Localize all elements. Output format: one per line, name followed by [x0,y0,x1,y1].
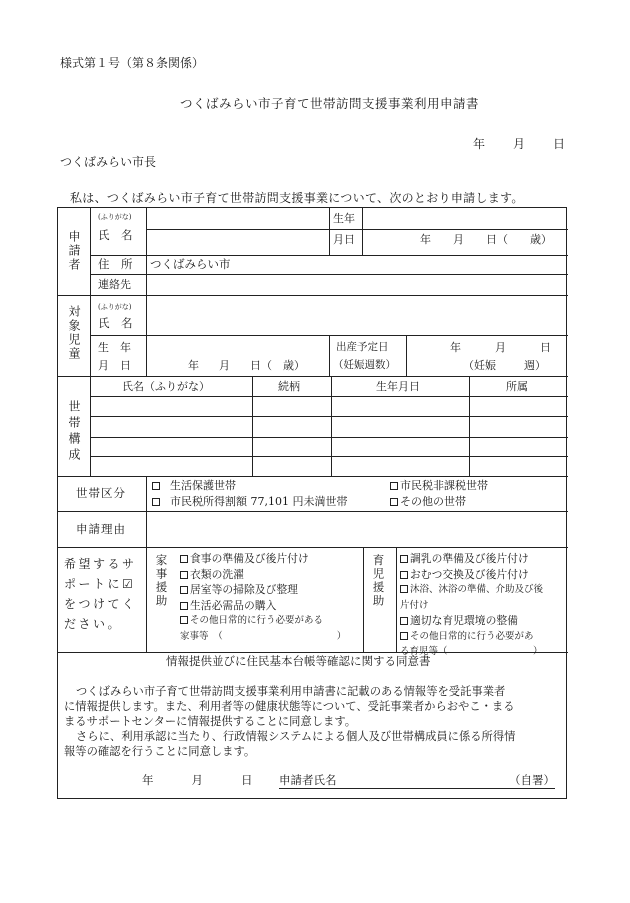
category-option-nontaxable[interactable] [390,480,488,491]
consent-month: 月 [191,773,203,787]
checkbox-icon [400,585,408,593]
housework-item-label: 生活必需品の購入 [190,598,277,612]
checkbox-icon [400,571,408,579]
child-birth-label-2: 月 日 [98,359,131,372]
child-birth-label-1: 生 年 [98,341,131,354]
checkbox-icon [180,571,188,579]
category-option-label: 市民税所得割額 77,101 円未満世帯 [170,495,348,508]
consent-line: 報等の確認を行うことに同意します。 [64,745,256,758]
child-name-field[interactable] [149,298,564,332]
intro-text: 私は、つくばみらい市子育て世帯訪問支援事業について、次のとおり申請します。 [70,191,524,205]
form-title: つくばみらい市子育て世帯訪問支援事業利用申請書 [180,96,480,111]
due-weeks-label: （妊娠週数） [333,359,396,371]
child-birth-date[interactable] [188,360,305,371]
consent-year: 年 [142,773,154,787]
applicant-section-label: 申請者 [67,230,81,272]
category-option-label: その他の世帯 [400,495,466,508]
applicant-birth-label-1: 生年 [333,212,355,225]
applicant-name-label: 氏 名 [98,228,133,242]
consent-title: 情報提供並びに住民基本台帳等確認に関する同意書 [166,654,431,668]
household-row[interactable] [92,458,566,474]
childcare-bath-line-1: 沐浴、沐浴の準備、介助及び後 [410,584,544,595]
household-col-affiliation: 所属 [506,380,528,393]
support-instruction-line: ださい。 [64,617,123,631]
support-instruction [64,554,137,634]
consent-date[interactable] [142,775,253,787]
housework-items [180,551,346,644]
housework-other-line-2: 家事等 （ ） [180,630,347,642]
header-date-year: 年 [473,137,486,151]
childcare-item-diaper[interactable] [400,567,543,583]
category-option-low-income[interactable] [152,496,347,507]
support-instruction-line: をつけてく [64,597,137,611]
child-birth-year: 年 [188,359,199,372]
applicant-address-label: 住 所 [98,257,133,271]
checkbox-icon [400,555,408,563]
reason-label: 申請理由 [76,522,126,536]
household-row[interactable] [92,418,566,435]
childcare-item-label: 適切な育児環境の整備 [410,614,518,627]
housework-item-label: 衣類の洗濯 [190,567,244,581]
category-option-welfare[interactable] [152,480,236,491]
household-col-name: 氏名（ふりがな） [122,380,210,393]
application-form [57,207,567,799]
reason-field[interactable] [149,514,564,544]
category-option-label: 市民税非課税世帯 [400,479,488,492]
childcare-item-formula[interactable] [400,551,543,567]
child-section-label: 対象児童 [67,305,81,361]
applicant-birth-date[interactable] [420,234,552,245]
checkbox-icon [400,632,408,640]
checkbox-icon [180,602,188,610]
childcare-item-environment[interactable] [400,613,543,629]
category-label: 世帯区分 [76,486,126,500]
due-day: 日 [540,341,551,354]
housework-item-other[interactable] [180,613,346,629]
child-name-label: 氏 名 [98,316,133,330]
weeks-label: 週） [524,359,546,372]
housework-item-cleaning[interactable] [180,582,346,598]
consent-line: つくばみらい市子育て世帯訪問支援事業利用申請書に記載のある情報等を受託事業者 [76,685,506,698]
header-date-month: 月 [513,137,526,151]
housework-item-laundry[interactable] [180,567,346,583]
household-row[interactable] [92,439,566,454]
checkbox-icon [180,616,188,624]
consent-day: 日 [241,773,253,787]
childcare-bath-line-2: 片付け [400,599,429,611]
housework-item-label: 食事の準備及び後片付け [190,552,309,565]
due-year: 年 [450,341,461,354]
header-date[interactable] [473,135,565,152]
addressee: つくばみらい市長 [60,155,157,169]
checkbox-icon [152,498,160,506]
pregnancy-label: （妊娠 [463,359,496,372]
form-number: 様式第１号（第８条関係） [60,56,205,70]
checkbox-icon [180,555,188,563]
child-birth-day-age: 日（ 歳） [250,359,305,372]
signature-note: （自署） [509,773,555,787]
household-row[interactable] [92,398,566,414]
applicant-birth-month: 月 [453,233,464,246]
housework-item-shopping[interactable] [180,598,346,614]
checkbox-icon [400,617,408,625]
applicant-contact-label: 連絡先 [98,278,131,291]
support-instruction-line: 希望するサ [64,557,137,571]
childcare-other-line-1: その他日常的に行う必要があ [410,630,534,642]
checkbox-icon [390,498,398,506]
applicant-birth-year: 年 [420,233,431,246]
due-month: 月 [495,341,506,354]
consent-body [64,684,515,759]
childcare-item-label: 調乳の準備及び後片付け [410,552,529,565]
household-col-relation: 続柄 [278,380,300,393]
housework-item-meal[interactable] [180,551,346,567]
applicant-furigana-label: (ふりがな) [98,213,132,221]
checkbox-icon [180,586,188,594]
due-date[interactable] [450,342,551,353]
consent-line: さらに、利用承認に当たり、行政情報システムによる個人及び世帯構成員に係る所得情 [76,730,516,743]
category-option-other[interactable] [390,496,466,507]
applicant-name-field[interactable] [149,212,327,252]
housework-item-label: 居室等の掃除及び整理 [190,583,298,596]
due-date-label: 出産予定日 [336,341,389,353]
housework-label: 家事援助 [154,554,169,608]
childcare-item-label: おむつ交換及び後片付け [410,567,529,581]
child-birth-month: 月 [219,359,230,372]
childcare-other-line-2: る育児等（ ） [400,646,543,657]
signature-field[interactable] [279,775,555,789]
applicant-birth-day-age: 日（ 歳） [486,233,552,246]
childcare-item-other[interactable] [400,629,543,645]
household-section-label: 世帯構成 [67,400,81,464]
applicant-contact-field[interactable] [149,276,564,292]
child-furigana-label: (ふりがな) [98,303,132,311]
category-option-label: 生活保護世帯 [170,479,236,492]
checkbox-icon [152,482,160,490]
childcare-items [400,551,543,660]
consent-line: に情報提供します。また、利用者等の健康状態等について、受託事業者からおやこ・まる [64,700,515,713]
applicant-birth-label-2: 月日 [333,233,355,246]
household-col-birthdate: 生年月日 [376,380,420,393]
childcare-item-bath[interactable] [400,582,543,598]
applicant-address-value[interactable]: つくばみらい市 [150,257,231,271]
header-date-day: 日 [553,137,566,151]
support-instruction-line: ポートに☑ [64,577,136,591]
signer-label: 申請者氏名 [279,773,337,787]
pregnancy-weeks[interactable] [463,360,546,371]
checkbox-icon [390,482,398,490]
consent-line: まるサポートセンターに情報提供することに同意します。 [64,715,357,728]
housework-other-line-1: その他日常的に行う必要がある [190,615,324,626]
childcare-label: 育児援助 [371,554,386,608]
